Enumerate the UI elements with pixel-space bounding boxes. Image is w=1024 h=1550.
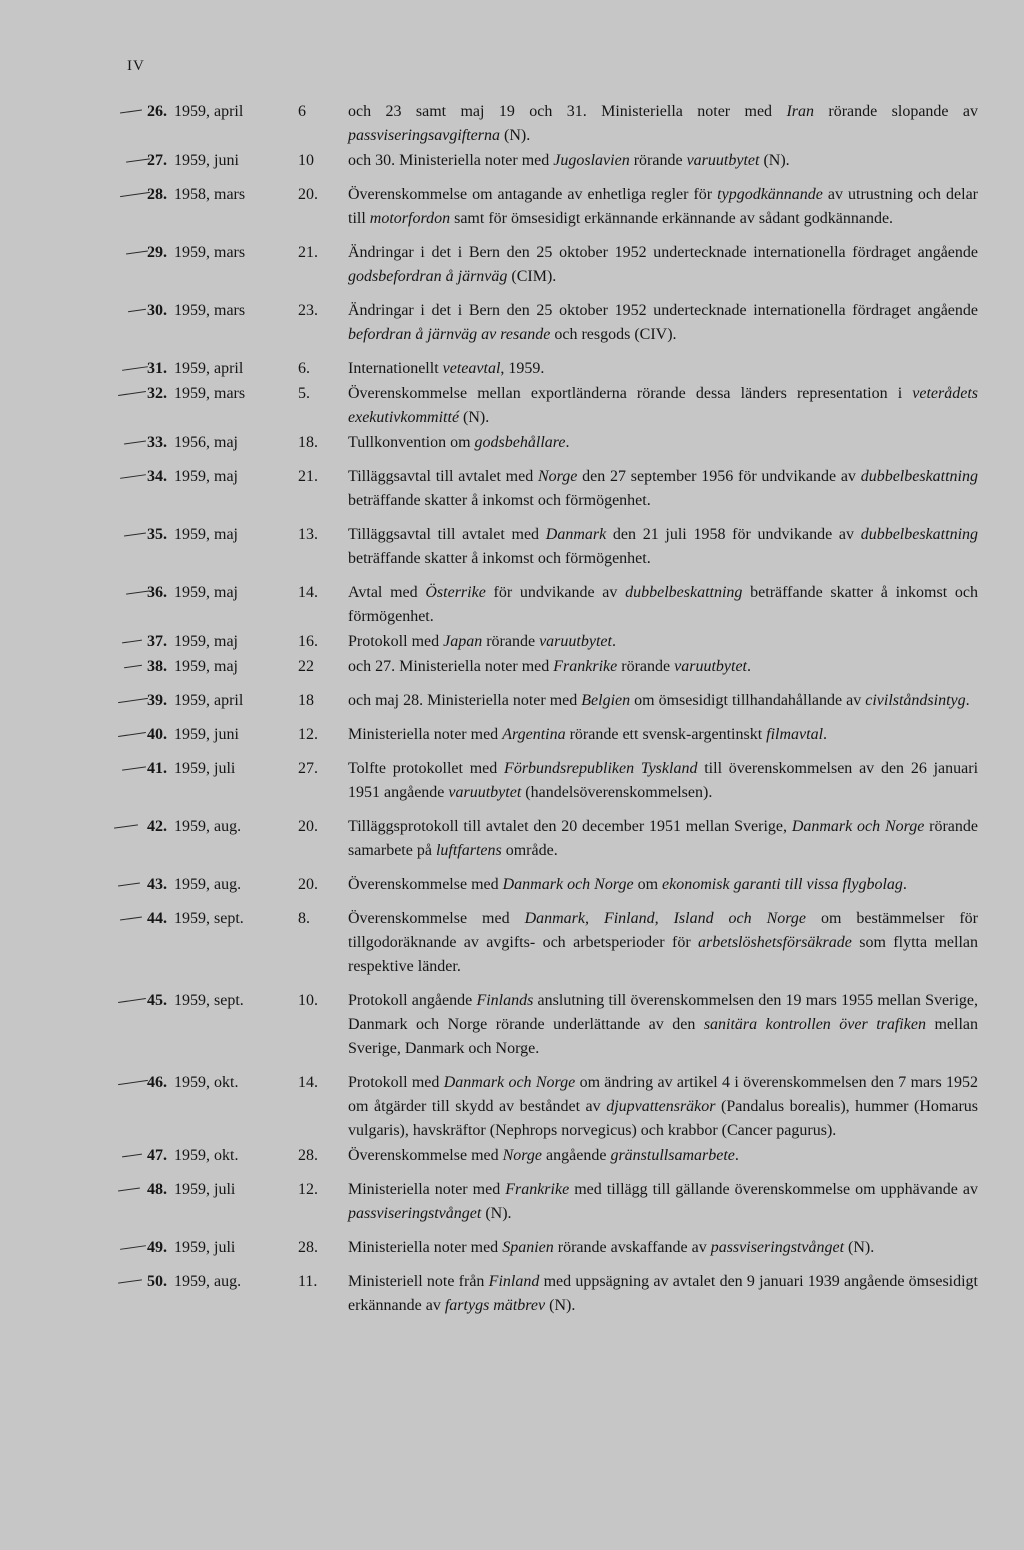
emphasized-term: Frankrike <box>505 1181 570 1198</box>
description-text: samt för ömsesidigt erkännande erkännande av sådant godkännande. <box>450 210 894 227</box>
description-text: Ministeriell note från <box>348 1273 489 1290</box>
list-item <box>0 299 1024 347</box>
entry-number: 26. <box>147 103 167 120</box>
emphasized-term: godsbefordran å järnväg <box>348 268 508 285</box>
emphasized-term: arbetslöshetsförsäkrade <box>698 934 852 951</box>
list-item <box>0 689 1024 713</box>
emphasized-term: Frankrike <box>553 658 618 675</box>
description-text: om ändring av artikel 4 i överenskommelsen den 7 mars 1952 om åtgärder till skydd av beståndet av <box>348 1074 979 1115</box>
emphasized-term: Argentina <box>502 726 566 743</box>
entry-description <box>348 630 978 654</box>
description-text: rörande <box>617 658 675 675</box>
entry-date: 1956, maj <box>174 434 238 451</box>
entry-description <box>348 100 978 148</box>
list-item <box>0 1236 1024 1260</box>
description-text: (N). <box>545 1297 576 1314</box>
emphasized-term: dubbelbeskattning <box>860 526 979 543</box>
entry-date: 1959, juli <box>174 760 236 777</box>
description-text: Överenskommelse mellan exportländerna rörande dessa länders representation i <box>348 385 913 402</box>
entry-number: 30. <box>147 302 167 319</box>
description-text: och resgods (CIV). <box>550 326 677 343</box>
entry-number: 34. <box>147 468 167 485</box>
description-text: beträffande skatter å inkomst och förmögenhet. <box>348 584 979 625</box>
entry-number: 49. <box>147 1239 167 1256</box>
entry-description <box>348 523 978 571</box>
entry-description <box>348 581 978 629</box>
description-text: . <box>823 726 828 743</box>
entry-day: 12. <box>298 1181 318 1198</box>
description-text: Ministeriella noter med <box>348 726 503 743</box>
emphasized-term: Iran <box>786 103 815 120</box>
description-text: den 27 september 1956 för undvikande av <box>577 468 861 485</box>
entry-date: 1959, sept. <box>174 992 244 1009</box>
entry-number: 50. <box>147 1273 167 1290</box>
entry-number: 33. <box>147 434 167 451</box>
description-text: Tolfte protokollet med <box>348 760 505 777</box>
entry-description <box>348 815 978 863</box>
entry-date: 1959, mars <box>174 302 246 319</box>
description-text: Protokoll med <box>348 1074 444 1091</box>
description-text: Överenskommelse med <box>348 876 503 893</box>
entry-date: 1959, aug. <box>174 818 242 835</box>
description-text: Ändringar i det i Bern den 25 oktober 1952 undertecknade internationella fördraget angående <box>348 244 978 261</box>
list-item <box>0 100 1024 148</box>
description-text: beträffande skatter å inkomst och förmögenhet. <box>348 550 651 567</box>
entry-number: 38. <box>147 658 167 675</box>
description-text: Avtal med <box>348 584 426 601</box>
entry-number: 32. <box>147 385 167 402</box>
entry-day: 12. <box>298 726 318 743</box>
description-text: . <box>611 633 616 650</box>
emphasized-term: motorfordon <box>369 210 451 227</box>
description-text: Överenskommelse med <box>348 1147 503 1164</box>
description-text: Tullkonvention om <box>348 434 475 451</box>
description-text: för undvikande av <box>485 584 626 601</box>
entry-description <box>348 382 978 430</box>
emphasized-term: Norge <box>537 468 578 485</box>
description-text: angående <box>542 1147 611 1164</box>
entry-day: 6 <box>298 103 306 120</box>
emphasized-term: dubbelbeskattning <box>860 468 978 485</box>
list-item <box>0 1178 1024 1226</box>
list-item <box>0 431 1024 455</box>
description-text: och 23 samt maj 19 och 31. Ministeriella noter med <box>348 103 787 120</box>
list-item <box>0 1144 1024 1168</box>
entry-date: 1959, maj <box>174 468 238 485</box>
entry-day: 10. <box>298 992 318 1009</box>
entry-day: 14. <box>298 584 318 601</box>
description-text: Tilläggsavtal till avtalet med <box>348 468 538 485</box>
entry-description <box>348 465 978 513</box>
emphasized-term: gränstullsamarbete <box>610 1147 735 1164</box>
description-text: och 27. Ministeriella noter med <box>348 658 554 675</box>
emphasized-term: djupvattensräkor <box>606 1098 716 1115</box>
description-text: (Pandalus borealis), hummer (Homarus vulgaris), havskräftor (Nephrops norvegicus) och krabbor (Cancer pagurus). <box>348 1098 979 1139</box>
emphasized-term: Finland <box>488 1273 540 1290</box>
list-item <box>0 1071 1024 1143</box>
entry-number: 47. <box>147 1147 167 1164</box>
list-item <box>0 907 1024 979</box>
list-item <box>0 183 1024 231</box>
entry-number: 44. <box>147 910 167 927</box>
entry-date: 1959, maj <box>174 633 238 650</box>
entry-date: 1959, juli <box>174 1181 236 1198</box>
entry-description <box>348 1236 978 1260</box>
description-text: anslutning till överenskommelsen den 19 mars 1955 mellan Sverige, Danmark och Norge rörande underlättande av den <box>348 992 978 1033</box>
entry-day: 22 <box>298 658 314 675</box>
page-number: IV <box>127 58 145 74</box>
emphasized-term: veterådets exekutivkommitté <box>348 385 978 426</box>
description-text: (N). <box>500 127 531 144</box>
list-item <box>0 815 1024 863</box>
entry-day: 20. <box>298 186 318 203</box>
emphasized-term: Förbundsrepubliken Tyskland <box>504 760 698 777</box>
list-item <box>0 382 1024 430</box>
entry-description <box>348 1270 978 1318</box>
description-text: Ministeriella noter med <box>348 1181 506 1198</box>
emphasized-term: filmavtal <box>766 726 824 743</box>
entry-date: 1959, maj <box>174 526 238 543</box>
emphasized-term: Danmark och Norge <box>502 876 634 893</box>
entry-day: 23. <box>298 302 318 319</box>
entry-day: 5. <box>298 385 310 402</box>
entry-date: 1959, mars <box>174 385 246 402</box>
emphasized-term: passviseringstvånget <box>348 1205 482 1222</box>
entry-day: 21. <box>298 244 318 261</box>
entry-day: 6. <box>298 360 310 377</box>
entry-day: 27. <box>298 760 318 777</box>
emphasized-term: Norge <box>502 1147 543 1164</box>
entry-description <box>348 183 978 231</box>
emphasized-term: Finlands <box>476 992 534 1009</box>
emphasized-term: varuutbytet <box>448 784 522 801</box>
description-text: Protokoll angående <box>348 992 477 1009</box>
entry-description <box>348 873 978 897</box>
description-text: rörande <box>482 633 540 650</box>
entry-day: 11. <box>298 1273 318 1290</box>
emphasized-term: passviseringsavgifterna <box>348 127 500 144</box>
entry-number: 43. <box>147 876 167 893</box>
description-text: Tilläggsprotokoll till avtalet den 20 december 1951 mellan Sverige, <box>348 818 792 835</box>
list-item <box>0 630 1024 654</box>
emphasized-term: varuutbytet <box>674 658 747 675</box>
emphasized-term: ekonomisk garanti till vissa flygbolag <box>662 876 903 893</box>
emphasized-term: passviseringstvånget <box>710 1239 845 1256</box>
list-item <box>0 581 1024 629</box>
list-item <box>0 149 1024 173</box>
entry-date: 1959, juli <box>174 1239 236 1256</box>
entry-date: 1959, okt. <box>174 1147 239 1164</box>
description-text: rörande slopande av <box>814 103 979 120</box>
emphasized-term: Österrike <box>425 584 486 601</box>
entry-description <box>348 1144 978 1168</box>
description-text: Överenskommelse med <box>348 910 525 927</box>
description-text: (N). <box>481 1205 512 1222</box>
list-item <box>0 757 1024 805</box>
description-text: med tillägg till gällande överenskommelse om upphävande av <box>569 1181 979 1198</box>
entry-number: 36. <box>147 584 167 601</box>
entry-date: 1959, aug. <box>174 876 242 893</box>
description-text: Ändringar i det i Bern den 25 oktober 1952 undertecknade internationella fördraget angående <box>348 302 978 319</box>
description-text: . <box>565 434 570 451</box>
description-text: Internationellt <box>348 360 443 377</box>
entry-number: 40. <box>147 726 167 743</box>
description-text: . <box>734 1147 739 1164</box>
entry-description <box>348 241 978 289</box>
description-text: (N). <box>844 1239 875 1256</box>
entry-number: 48. <box>147 1181 167 1198</box>
description-text: område. <box>501 842 558 859</box>
description-text: och maj 28. Ministeriella noter med <box>348 692 582 709</box>
description-text: Protokoll med <box>348 633 444 650</box>
description-text: (CIM). <box>507 268 557 285</box>
emphasized-term: Danmark och Norge <box>443 1074 576 1091</box>
entry-date: 1959, april <box>174 360 244 377</box>
description-text: av utrustning och delar till <box>348 186 978 227</box>
entry-date: 1959, okt. <box>174 1074 239 1091</box>
entry-number: 37. <box>147 633 167 650</box>
entry-description <box>348 757 978 805</box>
entry-day: 13. <box>298 526 318 543</box>
description-text: om <box>633 876 663 893</box>
description-text: , 1959. <box>500 360 545 377</box>
description-text: som flytta mellan respektive länder. <box>348 934 978 975</box>
entry-date: 1959, april <box>174 692 244 709</box>
entry-description <box>348 989 978 1061</box>
entry-number: 35. <box>147 526 167 543</box>
entry-number: 42. <box>147 818 167 835</box>
emphasized-term: Jugoslavien <box>553 152 630 169</box>
list-item <box>0 465 1024 513</box>
entry-number: 41. <box>147 760 167 777</box>
description-text: om ömsesidigt tillhandahållande av <box>630 692 866 709</box>
entry-number: 39. <box>147 692 167 709</box>
description-text: rörande avskaffande av <box>553 1239 711 1256</box>
emphasized-term: varuutbytet <box>539 633 612 650</box>
emphasized-term: fartygs mätbrev <box>444 1297 546 1314</box>
entry-description <box>348 149 978 173</box>
description-text: Överenskommelse om antagande av enhetliga regler för <box>348 186 718 203</box>
description-text: Tilläggsavtal till avtalet med <box>348 526 546 543</box>
list-item <box>0 1270 1024 1318</box>
emphasized-term: Danmark <box>545 526 607 543</box>
entry-number: 45. <box>147 992 167 1009</box>
list-item <box>0 989 1024 1061</box>
entry-description <box>348 1178 978 1226</box>
entry-day: 28. <box>298 1239 318 1256</box>
list-item <box>0 357 1024 381</box>
description-text: (N). <box>459 409 490 426</box>
list-item <box>0 723 1024 747</box>
emphasized-term: Spanien <box>502 1239 554 1256</box>
entry-number: 27. <box>147 152 167 169</box>
entry-description <box>348 431 978 455</box>
entry-description <box>348 723 978 747</box>
description-text: till överenskommelsen av den 26 januari 1951 angående <box>348 760 979 801</box>
list-item <box>0 655 1024 679</box>
entry-date: 1959, mars <box>174 244 246 261</box>
entry-number: 46. <box>147 1074 167 1091</box>
description-text: rörande samarbete på <box>348 818 979 859</box>
entry-date: 1959, april <box>174 103 244 120</box>
list-item <box>0 873 1024 897</box>
emphasized-term: civilståndsintyg <box>865 692 966 709</box>
entry-day: 10 <box>298 152 314 169</box>
entry-day: 18. <box>298 434 318 451</box>
treaty-list <box>0 100 1024 1319</box>
entry-number: 31. <box>147 360 167 377</box>
entry-number: 28. <box>147 186 167 203</box>
description-text: den 21 juli 1958 för undvikande av <box>606 526 861 543</box>
entry-description <box>348 1071 978 1143</box>
entry-number: 29. <box>147 244 167 261</box>
emphasized-term: typgodkännande <box>717 186 823 203</box>
emphasized-term: Japan <box>443 633 483 650</box>
emphasized-term: Belgien <box>581 692 631 709</box>
emphasized-term: Danmark och Norge <box>791 818 925 835</box>
entry-date: 1959, maj <box>174 584 238 601</box>
entry-day: 8. <box>298 910 310 927</box>
description-text: rörande ett svensk-argentinskt <box>565 726 767 743</box>
description-text: Ministeriella noter med <box>348 1239 503 1256</box>
description-text: beträffande skatter å inkomst och förmögenhet. <box>348 492 651 509</box>
emphasized-term: godsbehållare <box>474 434 566 451</box>
description-text: och 30. Ministeriella noter med <box>348 152 554 169</box>
entry-day: 14. <box>298 1074 318 1091</box>
description-text: mellan Sverige, Danmark och Norge. <box>348 1016 978 1057</box>
description-text: . <box>965 692 970 709</box>
description-text: rörande <box>629 152 687 169</box>
entry-day: 21. <box>298 468 318 485</box>
entry-day: 20. <box>298 818 318 835</box>
description-text: (handelsöverenskommelsen). <box>521 784 713 801</box>
entry-date: 1959, sept. <box>174 910 244 927</box>
emphasized-term: befordran å järnväg av resande <box>348 326 551 343</box>
entry-date: 1958, mars <box>174 186 246 203</box>
entry-description <box>348 655 978 679</box>
emphasized-term: dubbelbeskattning <box>625 584 743 601</box>
entry-day: 20. <box>298 876 318 893</box>
emphasized-term: sanitära kontrollen över trafiken <box>703 1016 926 1033</box>
description-text: . <box>747 658 751 675</box>
entry-description <box>348 907 978 979</box>
emphasized-term: varuutbytet <box>686 152 760 169</box>
entry-date: 1959, aug. <box>174 1273 242 1290</box>
entry-date: 1959, juni <box>174 152 239 169</box>
description-text: med uppsägning av avtalet den 9 januari 1939 angående ömsesidigt erkännande av <box>348 1273 979 1314</box>
description-text: (N). <box>759 152 790 169</box>
entry-day: 16. <box>298 633 318 650</box>
entry-date: 1959, juni <box>174 726 239 743</box>
emphasized-term: Danmark, Finland, Island och Norge <box>524 910 807 927</box>
entry-day: 28. <box>298 1147 318 1164</box>
entry-description <box>348 689 978 713</box>
list-item <box>0 523 1024 571</box>
entry-description <box>348 357 978 381</box>
emphasized-term: veteavtal <box>442 360 501 377</box>
entry-date: 1959, maj <box>174 658 238 675</box>
entry-day: 18 <box>298 692 314 709</box>
description-text: . <box>902 876 907 893</box>
entry-description <box>348 299 978 347</box>
list-item <box>0 241 1024 289</box>
emphasized-term: luftfartens <box>435 842 502 859</box>
description-text: om bestämmelser för tillgodoräknande av avgifts- och arbetsperioder för <box>348 910 979 951</box>
